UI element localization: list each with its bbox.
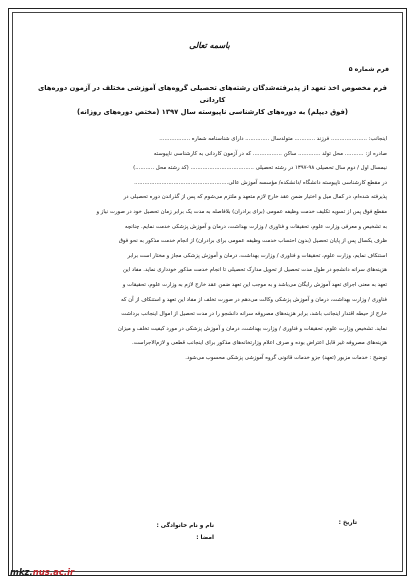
- site-watermark: [10, 568, 74, 578]
- body-line: مقطع فوق پس از تسویه تکلیف خدمت وظیفه عمومی (برای برادران) بلافاصله به مدت یک برابر زمان تحصیل خود در صورت نیاز و: [96, 208, 387, 215]
- bismillah-heading: باسمه تعالی: [189, 40, 230, 50]
- body-line: نماید. تشخیص وزارت علوم، تحقیقات و فناوری / وزارت بهداشت، درمان و آموزش پزشکی در مورد کیفیت تخلف و میزان: [117, 325, 387, 332]
- watermark-main: mkz.: [10, 568, 33, 578]
- body-line: تعهد به معنی اجرای تعهد آموزش رایگان می‌باشد و به موجب این تعهد ضمن عقد خارج لازم به وزارت علوم، تحقیقات و: [122, 281, 387, 288]
- body-line: هزینه‌های سرانه دانشجو در طول مدت تحصیل از تحویل مدارک تحصیلی تا انجام خدمت مذکور خودداری نماید. مفاد این: [123, 267, 387, 274]
- form-number: فرم شماره ۵: [348, 66, 389, 73]
- body-line: در مقطع کارشناسی ناپیوسته دانشگاه /دانشکده/ مؤسسه آموزش عالی.......................................................: [134, 179, 387, 186]
- body-line: ظرف یکسال پس از پایان تحصیل (بدون احتساب خدمت وظیفه عمومی برای برادران) از انجام خدمت مذکور به نحو فوق: [118, 238, 387, 245]
- commitment-body: [34, 132, 387, 366]
- body-line: هزینه‌های مصروفه غیر قابل اعتراض بوده و صرف اعلام وزارتخانه‌های مذکور برای اینجانب قطعی و لازم‌الاجراست.: [132, 340, 387, 347]
- sign-label: امضا :: [196, 535, 214, 541]
- body-line: به تشخیص و معرفی وزارت علوم، تحقیقات و فناوری / وزارت بهداشت، درمان و آموزش پزشکی خدمت نمایم. چنانچه: [124, 223, 387, 230]
- date-label: تاریخ :: [338, 520, 357, 526]
- body-line: اینجانب: ..................... فرزند ............ متولدسال .............. دارای شناسنامه شماره ..................: [159, 136, 387, 142]
- signature-block: [124, 520, 214, 544]
- name-label: نام و نام خانوادگی :: [156, 523, 214, 529]
- body-line: فناوری / وزارت بهداشت، درمان و آموزش پزشکی وکالت می‌دهم در صورت تخلف از مفاد این تعهد و استنکاف از آن که: [121, 296, 387, 303]
- watermark-accent: nus.ac.ir: [32, 568, 75, 578]
- form-title: [36, 82, 389, 118]
- body-line: خارج از حیطه اقتدار اینجانب باشد، برابر هزینه‌های مصروفه سرانه دانشجو را در مدت تحصیل از اموال اینجانب برداشت: [121, 311, 387, 318]
- body-line: صادره از: ........... محل تولد ............. ساکن ................. که در آزمون کاردانی به کارشناسی ناپیوسته: [153, 150, 387, 157]
- body-line: پذیرفته شده‌ام، در کمال میل و اختیار ضمن عقد خارج لازم متعهد و ملتزم می‌شوم که پس از گذراندن دوره تحصیلی در: [123, 194, 387, 201]
- body-line: استنکاف نمایم، وزارت علوم، تحقیقات و فناوری / وزارت بهداشت، درمان و آموزش پزشکی مجاز و مختار است برابر: [127, 252, 387, 259]
- title-line-1: فرم مخصوص اخذ تعهد از پذیرفته‌شدگان رشته‌های تحصیلی گروه‌های آموزشی مختلف در آزمون دوره‌های کاردانی: [38, 84, 387, 104]
- body-line: نیمسال اول / دوم سال تحصیلی ۹۸-۱۳۹۷ در رشته تحصیلی ..................................... (کد رشته محل ...........): [133, 165, 387, 172]
- title-line-2: (فوق دیپلم) به دوره‌های کارشناسی ناپیوسته سال ۱۳۹۷ (مختص دوره‌های روزانه): [77, 108, 348, 116]
- note-line: توضیح : خدمات مزبور (تعهد) جزو خدمات قانونی گروه آموزشی پزشکی محسوب می‌شود.: [185, 354, 387, 361]
